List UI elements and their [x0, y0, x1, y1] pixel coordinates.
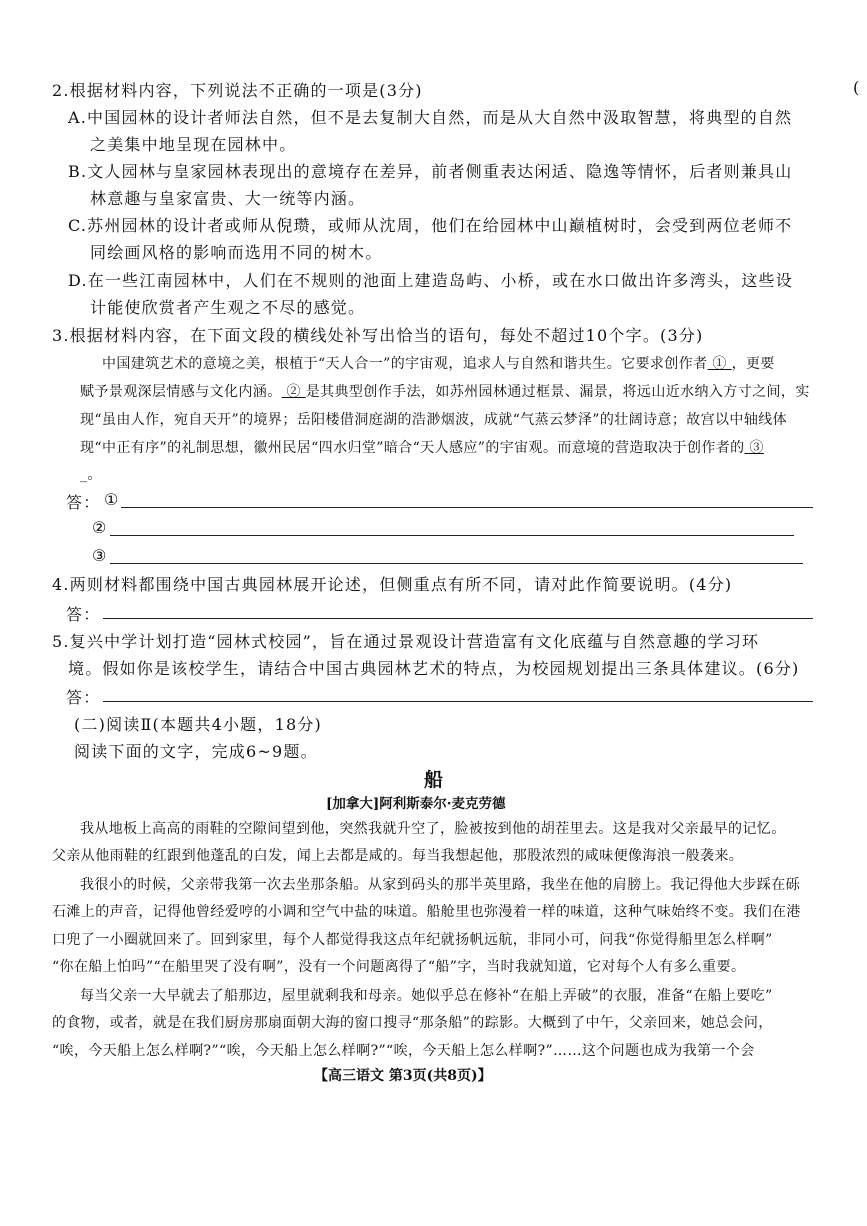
q3-passage-line1: 中国建筑艺术的意境之美，根植于“天人合一”的宇宙观，追求人与自然和谐共生。它要求创作者 ① ，更要: [102, 356, 775, 372]
story-line: 父亲从他雨鞋的红跟到他蓬乱的白发，闻上去都是咸的。每当我想起他，那股浓烈的咸味便像海浪一般袭来。: [52, 848, 744, 864]
q5-stem: 5.复兴中学计划打造“园林式校园”，旨在通过景观设计营造富有文化底蕴与自然意趣的学习环: [52, 632, 760, 651]
story-author: [加拿大]阿利斯泰尔·麦克劳德: [326, 796, 506, 812]
section-2-instruction: 阅读下面的文字，完成6~9题。: [74, 742, 318, 761]
q2-option-a-cont: 之美集中地呈现在园林中。: [90, 135, 297, 154]
q3-answer-3-label: ③: [92, 546, 108, 565]
q2-option-a: A.中国园林的设计者师法自然，但不是去复制大自然，而是从大自然中汲取智慧，将典型的自然: [68, 108, 793, 127]
page-footer: 【高三语文 第3页(共8页)】: [314, 1068, 492, 1084]
story-line: 我从地板上高高的雨鞋的空隙间望到他，突然我就升空了，脸被按到他的胡茬里去。这是我对父亲最早的记忆。: [80, 821, 786, 837]
q5-answer-line[interactable]: [103, 701, 813, 702]
q2-stem: 2.根据材料内容，下列说法不正确的一项是(3分): [52, 81, 423, 100]
edge-mark: (: [853, 78, 860, 97]
story-line: “唉，今天船上怎么样啊?”“唉，今天船上怎么样啊?”“唉，今天船上怎么样啊?”……这个问题也成为我第一个会: [52, 1043, 755, 1059]
story-line: 的食物，或者，就是在我们厨房那扇面朝大海的窗口搜寻“那条船”的踪影。大概到了中午，父亲回来，她总会问，: [52, 1015, 773, 1031]
q4-answer-line[interactable]: [103, 618, 813, 619]
q2-option-c: C.苏州园林的设计者或师从倪瓒，或师从沈周，他们在给园林中山巅植树时，会受到两位老师不: [68, 216, 793, 235]
section-2-heading: (二)阅读Ⅱ(本题共4小题，18分): [74, 715, 322, 734]
q3-passage-line2: 赋予景观深层情感与文化内涵。 ② 是其典型创作手法，如苏州园林通过框景、漏景，将远山近水纳入方寸之间，实: [80, 384, 810, 400]
story-title: 船: [424, 769, 444, 791]
q3-answer-label: 答：: [66, 493, 101, 512]
story-line: 每当父亲一大早就去了船那边，屋里就剩我和母亲。她似乎总在修补“在船上弄破”的衣服，准备“在船上要吃”: [80, 988, 773, 1004]
q3-passage-line5: _。: [80, 467, 102, 483]
q2-option-d-cont: 计能使欣赏者产生观之不尽的感觉。: [90, 298, 366, 317]
story-line: 石滩上的声音，记得他曾经爱哼的小调和空气中盐的味道。船舱里也弥漫着一样的味道，这种气味始终不变。我们在港: [52, 904, 801, 920]
q3-blank-2: ②: [281, 384, 306, 400]
q3-answer-1-line[interactable]: [121, 507, 813, 508]
q3-answer-2-label: ②: [92, 518, 108, 537]
story-line: 我很小的时候，父亲带我第一次去坐那条船。从家到码头的那半英里路，我坐在他的肩膀上。我记得他大步踩在砾: [80, 877, 800, 893]
q4-answer-label: 答：: [66, 605, 101, 624]
q2-option-b: B.文人园林与皇家园林表现出的意境存在差异，前者侧重表达闲适、隐逸等情怀，后者则兼具山: [68, 162, 793, 181]
q2-option-d: D.在一些江南园林中，人们在不规则的池面上建造岛屿、小桥，或在水口做出许多湾头，这些设: [68, 271, 793, 290]
q3-answer-2-line[interactable]: [110, 535, 794, 536]
story-line: 口兜了一小圈就回来了。回到家里，每个人都觉得我这点年纪就扬帆远航，非同小可，问我“你觉得船里怎么样啊”: [52, 932, 773, 948]
q4-stem: 4.两则材料都围绕中国古典园林展开论述，但侧重点有所不同，请对此作简要说明。(4分): [52, 575, 733, 594]
q2-option-b-cont: 林意趣与皇家富贵、大一统等内涵。: [90, 189, 366, 208]
q3-blank-3: ③: [744, 440, 764, 456]
q5-answer-label: 答：: [66, 688, 101, 707]
q3-stem: 3.根据材料内容，在下面文段的横线处补写出恰当的语句，每处不超过10个字。(3分): [52, 326, 704, 345]
q3-blank-1: ①: [707, 356, 732, 372]
q3-answer-1-label: ①: [104, 490, 120, 509]
q3-answer-3-line[interactable]: [110, 563, 803, 564]
q5-stem-cont: 境。假如你是该校学生，请结合中国古典园林艺术的特点，为校园规划提出三条具体建议。(6分): [68, 659, 800, 678]
q3-passage-line3: 现“虽由人作，宛自天开”的境界；岳阳楼借洞庭湖的浩渺烟波，成就“气蒸云梦泽”的壮阔诗意；故宫以中轴线体: [80, 412, 788, 428]
q2-option-c-cont: 同绘画风格的影响而选用不同的树木。: [90, 243, 383, 262]
story-line: “你在船上怕吗”“在船里哭了没有啊”，没有一个问题离得了“船”字，当时我就知道，它对每个人有多么重要。: [52, 959, 746, 975]
q3-passage-line4: 现“中正有序”的礼制思想，徽州民居“四水归堂”暗合“天人感应”的宇宙观。而意境的营造取决于创作者的 ③: [80, 440, 764, 456]
